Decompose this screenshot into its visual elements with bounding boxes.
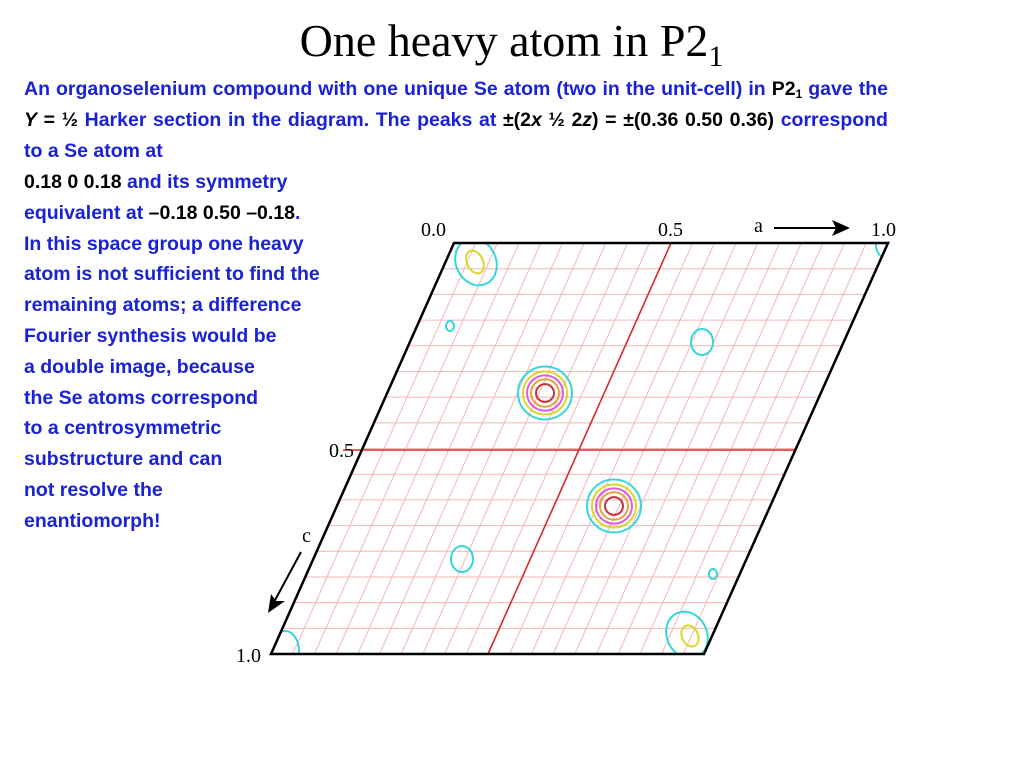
explanation-text: 0.18 0 0.18 and its symmetry equivalent at –0.18 0.50 –0.18. In this space group one heavy atom is not sufficient to find the remaining atoms; a difference Fourier synthesis would be a double image, because the Se atoms correspond to a centrosymmetric substructure and can not resolve the enantiomorph! [24, 171, 320, 532]
se-position-2: –0.18 0.50 –0.18 [148, 201, 296, 224]
c-end-label: 1.0 [236, 645, 261, 667]
intro-paragraph: An organoselenium compound with one unique Se atom (two in the unit-cell) in $P2_1$ gave the Y = ½ Harker section in the diagram. The peaks at ±(2x ½ 2z) = ±(0.36 0.50 0.36) correspond to a Se atom at [24, 78, 888, 162]
a-mid-label: 0.5 [658, 219, 683, 241]
a-axis-label: a [754, 215, 763, 237]
minor-peak-contour [691, 329, 713, 355]
c-axis-label: c [302, 525, 311, 547]
minor-peak-contour [446, 321, 454, 331]
c-axis-arrow-icon [268, 552, 301, 613]
a-start-label: 0.0 [421, 219, 446, 241]
minor-peak-contour [451, 546, 473, 572]
harker-peaks: ±(2x ½ 2z) = ±(0.36 0.50 0.36) [502, 109, 781, 131]
c-mid-label: 0.5 [329, 440, 354, 462]
se-position-1: 0.18 0 0.18 [24, 171, 122, 193]
origin-peak-contour [448, 232, 505, 292]
a-axis-arrow-icon [774, 220, 850, 236]
harker-peak-contour [592, 484, 636, 527]
origin-peak-contour [463, 248, 488, 277]
patterson-contours [271, 231, 900, 671]
slide-title: One heavy atom in $P2_1$ [299, 15, 724, 73]
space-group: $P2_1$ [771, 78, 803, 101]
origin-peak-contour [659, 605, 716, 665]
minor-peak-contour [709, 569, 717, 579]
origin-peak-contour [271, 631, 299, 671]
origin-peak-contour [678, 623, 702, 650]
a-end-label: 1.0 [871, 219, 896, 241]
